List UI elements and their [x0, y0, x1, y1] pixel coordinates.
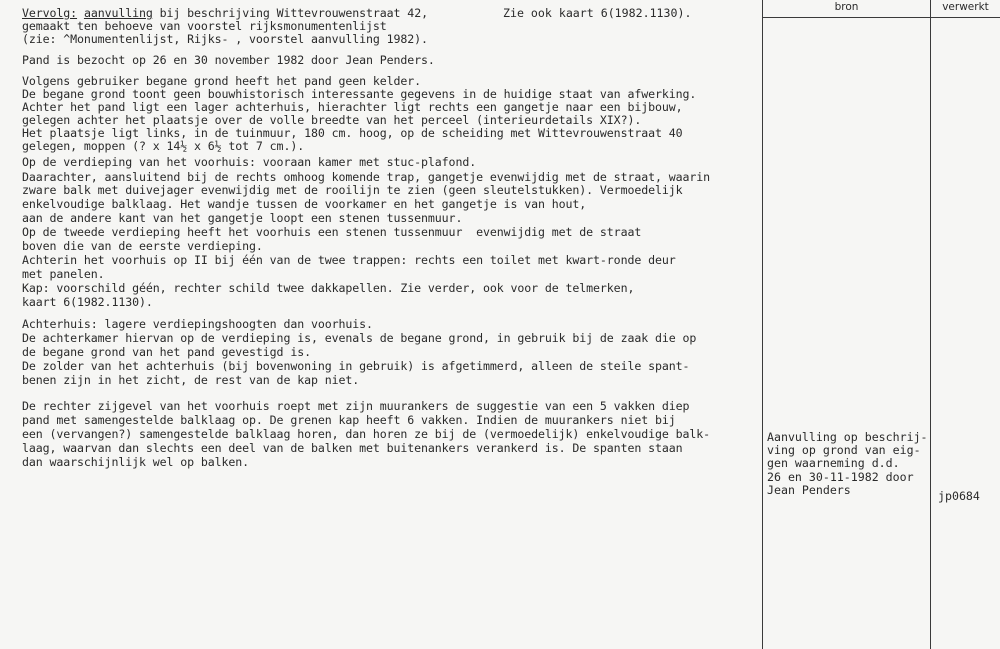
para1-line: Kap: voorschild géén, rechter schild twee dakkapellen. Zie verder, ook voor de telmerken,: [22, 281, 635, 295]
column-divider-verwerkt: [930, 0, 931, 649]
para3-line: een (vervangen?) samengestelde balklaag horen, dan horen ze bij de (vermoedelijk) enkelvoudige balk-: [22, 427, 711, 441]
verwerkt-header: verwerkt: [942, 1, 989, 13]
para1-line: zware balk met duivejager evenwijdig met de rooilijn te zien (geen sleutelstukken). Vermoedelijk: [22, 183, 683, 197]
para1-line: Achter het pand ligt een lager achterhuis, hierachter ligt rechts een gangetje naar een bijbouw,: [22, 100, 683, 114]
para1-line: aan de andere kant van het gangetje loopt een stenen tussenmuur.: [22, 211, 463, 225]
intro-line-2: gemaakt ten behoeve van voorstel rijksmonumentenlijst: [22, 19, 387, 33]
intro-line-1-rest: bij beschrijving Wittevrouwenstraat 42,: [152, 6, 428, 20]
visit-line: Pand is bezocht op 26 en 30 november 1982 door Jean Penders.: [22, 53, 435, 67]
bron-note: Aanvulling op beschrij- ving op grond van eig- gen waarneming d.d. 26 en 30-11-1982 door Jean Penders: [767, 430, 928, 497]
header-rule: [763, 17, 1000, 18]
para3-line: laag, waarvan dan slechts een deel van de balken met buitenankers verankerd is. De spanten staan: [22, 441, 683, 455]
para1-line: Op de verdieping van het voorhuis: vooraan kamer met stuc-plafond.: [22, 155, 477, 169]
para2-line: Achterhuis: lagere verdiepingshoogten dan voorhuis.: [22, 317, 373, 331]
verwerkt-code: jp0684: [938, 489, 980, 503]
para2-line: de begane grond van het pand gevestigd is.: [22, 345, 311, 359]
reference-note: Zie ook kaart 6(1982.1130).: [503, 6, 692, 20]
para2-line: De achterkamer hiervan op de verdieping is, evenals de begane grond, in gebruik bij de zaak die op: [22, 331, 697, 345]
bron-header: bron: [834, 1, 859, 13]
para1-line: gelegen achter het plaatsje over de volle breedte van het perceel (interieurdetails XIX?).: [22, 113, 642, 127]
para3-line: pand met samengestelde balklaag op. De grenen kap heeft 6 vakken. Indien de muurankers niet bij: [22, 413, 676, 427]
intro-line-3: (zie: ^Monumentenlijst, Rijks- , voorstel aanvulling 1982).: [22, 32, 428, 46]
column-divider-bron: [762, 0, 763, 649]
para1-line: met panelen.: [22, 267, 105, 281]
para3-line: De rechter zijgevel van het voorhuis roept met zijn muurankers de suggestie van een 5 vakken diep: [22, 399, 690, 413]
para1-line: enkelvoudige balklaag. Het wandje tussen de voorkamer en het gangetje is van hout,: [22, 197, 587, 211]
para1-line: Op de tweede verdieping heeft het voorhuis een stenen tussenmuur evenwijdig met de straat: [22, 225, 642, 239]
para2-line: De zolder van het achterhuis (bij bovenwoning in gebruik) is afgetimmerd, alleen de steile spant-: [22, 359, 690, 373]
para1-line: gelegen, moppen (? x 14½ x 6½ tot 7 cm.).: [22, 139, 305, 153]
vervolg-label: Vervolg:: [22, 6, 78, 20]
para1-line: kaart 6(1982.1130).: [22, 295, 153, 309]
para2-line: benen zijn in het zicht, de rest van de kap niet.: [22, 373, 360, 387]
para1-line: Achterin het voorhuis op II bij één van de twee trappen: rechts een toilet met kwart-ronde deur: [22, 253, 676, 267]
para1-line: Daarachter, aansluitend bij de rechts omhoog komende trap, gangetje evenwijdig met de straat, waarin: [22, 170, 711, 184]
para1-line: boven die van de eerste verdieping.: [22, 239, 263, 253]
para1-line: De begane grond toont geen bouwhistorisch interessante gegevens in de huidige staat van afwerking.: [22, 87, 697, 101]
para1-line: Het plaatsje ligt links, in de tuinmuur, 180 cm. hoog, op de scheiding met Wittevrouwenstraat 40: [22, 126, 683, 140]
para3-line: dan waarschijnlijk wel op balken.: [22, 455, 250, 469]
aanvulling-label: aanvulling: [83, 6, 153, 20]
para1-line: Volgens gebruiker begane grond heeft het pand geen kelder.: [22, 74, 422, 88]
